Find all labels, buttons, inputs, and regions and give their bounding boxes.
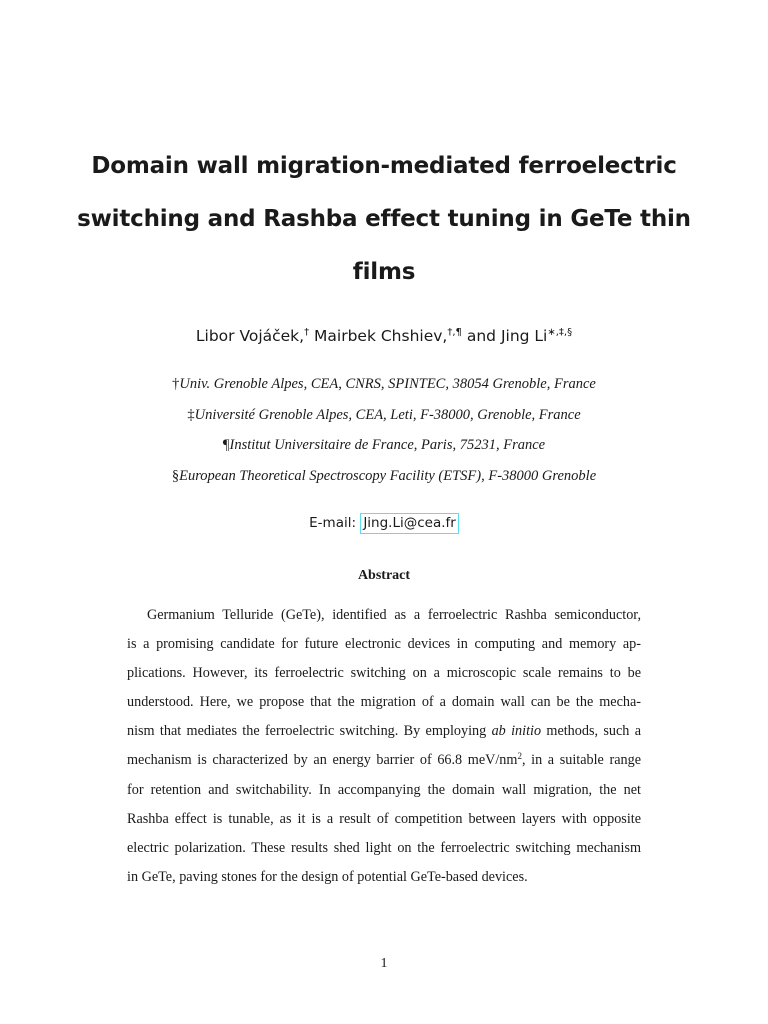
- affiliation-mark: ‡: [187, 407, 195, 423]
- abstract-superscript: 2: [517, 751, 522, 762]
- affiliation-mark: §: [171, 468, 180, 484]
- affiliation-mark: ¶: [222, 437, 230, 453]
- author-conjunction: and: [466, 327, 497, 345]
- page-number: 1: [380, 956, 388, 971]
- author-li-marks: ∗,‡,§: [547, 327, 573, 338]
- title-line-1: Domain wall migration-mediated ferroelectric: [91, 153, 677, 179]
- affiliation-text: Univ. Grenoble Alpes, CEA, CNRS, SPINTEC, 38054 Grenoble, France: [179, 376, 596, 392]
- email-label: E-mail:: [309, 515, 357, 531]
- abstract-line: Germanium Telluride (GeTe), identified as a ferroelectric Rashba semiconductor,: [147, 607, 641, 623]
- abstract-text: mechanism is characterized by an energy barrier of 66.8 meV/nm: [127, 752, 518, 769]
- affiliation-text: Université Grenoble Alpes, CEA, Leti, F-38000, Grenoble, France: [194, 407, 581, 423]
- abstract-line: for retention and switchability. In accompanying the domain wall migration, the net: [127, 781, 641, 798]
- affiliation-spintec: [0, 374, 768, 394]
- paper-title: [60, 140, 708, 299]
- abstract-body: [127, 601, 641, 892]
- corresponding-email: [0, 512, 768, 534]
- affiliation-mark: †: [172, 376, 180, 392]
- author-chshiev: Mairbek Chshiev,: [314, 327, 448, 345]
- abstract-line: [127, 746, 641, 775]
- author-list: [0, 323, 768, 349]
- abstract-text: methods, such a: [546, 723, 642, 740]
- abstract-line: [127, 717, 641, 746]
- affiliation-etsf: [0, 466, 768, 486]
- author-chshiev-marks: †,¶: [447, 327, 462, 338]
- affiliation-text: European Theoretical Spectroscopy Facility (ETSF), F-38000 Grenoble: [179, 468, 597, 484]
- author-vojacek-marks: †: [304, 327, 310, 338]
- abstract-text: , in a suitable range: [521, 752, 641, 769]
- abstract-line: electric polarization. These results shed light on the ferroelectric switching mechanism: [127, 839, 641, 856]
- abstract-text: nism that mediates the ferroelectric switching. By employing: [127, 723, 487, 740]
- abstract-line: Rashba effect is tunable, as it is a result of competition between layers with opposite: [127, 810, 641, 827]
- author-li: Jing Li: [500, 327, 548, 345]
- author-vojacek: Libor Vojáček,: [195, 327, 305, 345]
- abstract-heading: Abstract: [357, 568, 411, 583]
- title-line-2: switching and Rashba effect tuning in GeTe thin: [77, 206, 691, 232]
- abstract-line: in GeTe, paving stones for the design of potential GeTe-based devices.: [127, 868, 528, 885]
- affiliation-iuf: [0, 435, 768, 455]
- title-line-3: films: [352, 259, 416, 285]
- email-link[interactable]: Jing.Li@cea.fr: [360, 513, 459, 534]
- abstract-line: plications. However, its ferroelectric switching on a microscopic scale remains to be: [127, 665, 641, 682]
- affiliation-leti: [0, 405, 768, 425]
- affiliation-text: Institut Universitaire de France, Paris, 75231, France: [229, 437, 546, 453]
- abstract-line: understood. Here, we propose that the migration of a domain wall can be the mecha-: [127, 694, 641, 711]
- abstract-line: is a promising candidate for future electronic devices in computing and memory ap-: [127, 636, 641, 653]
- abstract-emphasis: ab initio: [491, 723, 542, 740]
